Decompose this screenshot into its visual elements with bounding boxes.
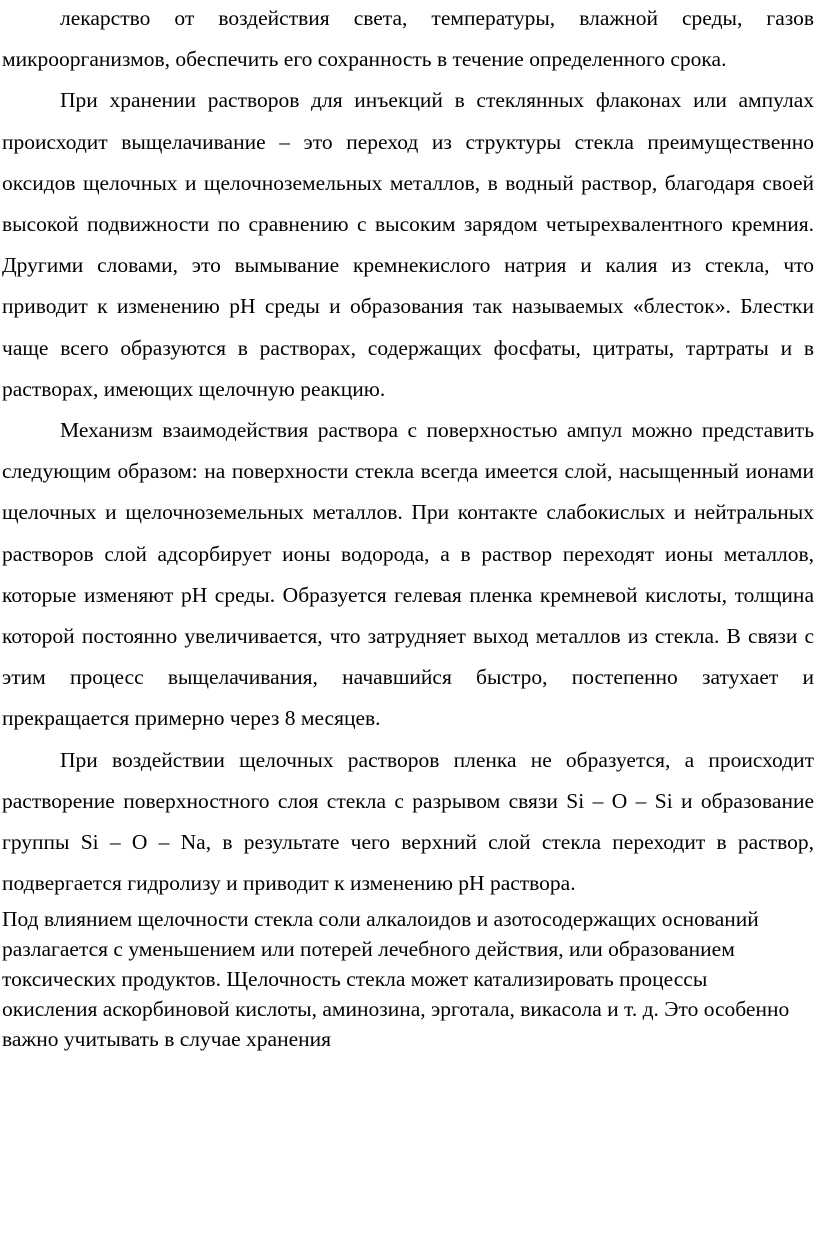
paragraph-5: Под влиянием щелочности стекла соли алкалоидов и азотосодержащих оснований разлагается с уменьшением или потерей лечебного действия, или образованием токсических продуктов. Щелочность стекла может катализировать процессы окисления аскорбиновой кислоты, аминозина, эрготала, викасола и т. д. Это особенно важно учитывать в случае хранения [2,907,790,1052]
paragraph-4: При воздействии щелочных растворов пленка не образуется, а происходит растворение поверхностного слоя стекла с разрывом связи Si – O – Si и образование группы Si – O – Na, в результате чего верхний слой стекла переходит в раствор, подвергается гидролизу и приводит к изменению рН раствора. [2,747,814,896]
paragraph-2: При хранении растворов для инъекций в стеклянных флаконах или ампулах происходит выщелачивание – это переход из структуры стекла преимущественно оксидов щелочных и щелочноземельных металлов, в водный раствор, благодаря своей высокой подвижности по сравнению с высоким зарядом четырехвалентного кремния. Другими словами, это вымывание кремнекислого натрия и калия из стекла, что приводит к изменению рН среды и образования так называемых «блесток». Блестки чаще всего образуются в растворах, содержащих фосфаты, цитраты, тартраты и в растворах, имеющих щелочную реакцию. [2,88,814,401]
paragraph-3: Механизм взаимодействия раствора с поверхностью ампул можно представить следующим образом: на поверхности стекла всегда имеется слой, насыщенный ионами щелочных и щелочноземельных металлов. При контакте слабокислых и нейтральных растворов слой адсорбирует ионы водорода, а в раствор переходят ионы металлов, которые изменяют рН среды. Образуется гелевая пленка кремневой кислоты, толщина которой постоянно увеличивается, что затрудняет выход металлов из стекла. В связи с этим процесс выщелачивания, начавшийся быстро, постепенно затухает и прекращается примерно через 8 месяцев. [2,418,814,731]
paragraph-1: лекарство от воздействия света, температуры, влажной среды, газов микроорганизмов, обеспечить его сохранность в течение определенного срока. [2,6,814,72]
